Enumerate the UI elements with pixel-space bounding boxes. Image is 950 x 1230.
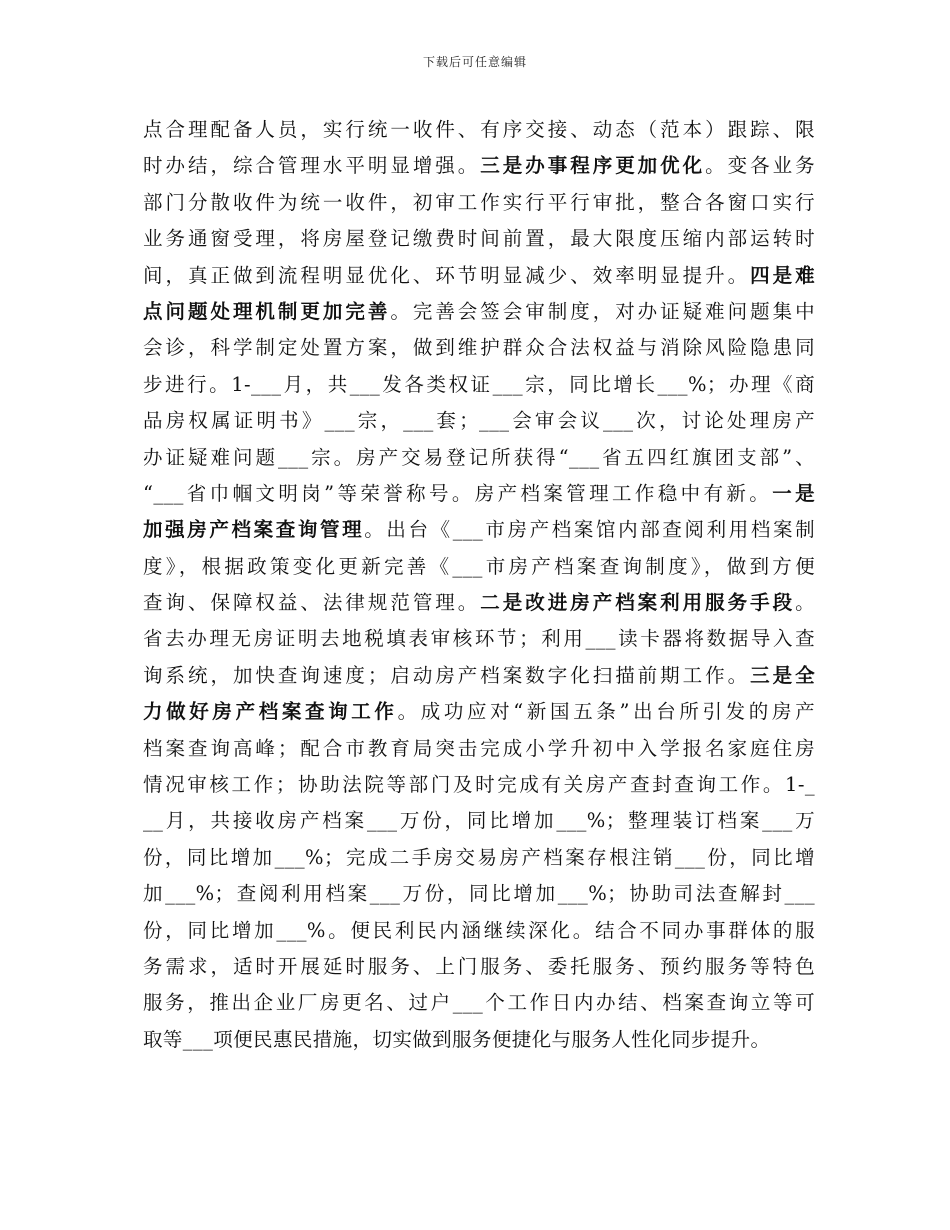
body-text: 加___%；查阅利用档案___万份，同比增加___%；协助司法查解封___ <box>143 882 815 906</box>
bold-heading-text: 三是全 <box>750 663 815 687</box>
body-text: 。变各业务 <box>705 154 815 178</box>
text-line <box>143 658 815 694</box>
body-text: 会诊，科学制定处置方案，做到维护群众合法权益与消除风险隐患同 <box>143 336 815 360</box>
text-line <box>143 549 815 585</box>
bold-heading-text: 加强房产档案查询管理 <box>143 518 365 542</box>
text-line <box>143 1022 815 1058</box>
body-text: 部门分散收件为统一收件，初审工作实行平行审批，整合各窗口实行 <box>143 190 815 214</box>
text-line <box>143 621 815 657</box>
body-text: 。 <box>795 591 815 615</box>
text-line <box>143 476 815 512</box>
text-line <box>143 985 815 1021</box>
text-line <box>143 367 815 403</box>
bold-heading-text: 一是 <box>772 481 815 505</box>
body-text: 品房权属证明书》___宗，___套；___会审会议___次，讨论处理房产 <box>143 409 815 433</box>
text-line <box>143 403 815 439</box>
body-text: 办证疑难问题___宗。房产交易登记所获得“___省五四红旗团支部”、 <box>143 445 815 469</box>
text-line <box>143 221 815 257</box>
text-line <box>143 731 815 767</box>
body-text: 度》，根据政策变化更新完善《___市房产档案查询制度》，做到方便 <box>143 554 815 578</box>
body-text: 步进行。1-___月，共___发各类权证___宗，同比增长___%；办理《商 <box>143 372 815 396</box>
bold-heading-text: 三是办事程序更加优化 <box>480 154 706 178</box>
text-line <box>143 767 815 803</box>
text-line <box>143 913 815 949</box>
body-text: 份，同比增加___%；完成二手房交易房产档案存根注销___份，同比增 <box>143 845 815 869</box>
text-line <box>143 876 815 912</box>
text-line <box>143 258 815 294</box>
page-header: 下载后可任意编辑 <box>422 55 527 69</box>
bold-heading-text: 四是难 <box>750 263 815 287</box>
text-line <box>143 694 815 730</box>
body-text: 。出台《___市房产档案馆内部查阅利用档案制 <box>364 518 815 542</box>
body-text: 务需求，适时开展延时服务、上门服务、委托服务、预约服务等特色 <box>143 954 815 978</box>
text-line <box>143 330 815 366</box>
body-text: 时办结，综合管理水平明显增强。 <box>143 154 481 178</box>
body-text: 查询、保障权益、法律规范管理。 <box>143 591 481 615</box>
body-text: 份，同比增加___%。便民利民内涵继续深化。结合不同办事群体的服 <box>143 918 815 942</box>
text-line <box>143 294 815 330</box>
body-text: 间，真正做到流程明显优化、环节明显减少、效率明显提升。 <box>143 263 751 287</box>
bold-heading-text: 点问题处理机制更加完善 <box>143 299 391 323</box>
body-text: 。完善会签会审制度，对办证疑难问题集中 <box>390 299 815 323</box>
text-line <box>143 512 815 548</box>
body-text: 档案查询高峰；配合市教育局突击完成小学升初中入学报名家庭住房 <box>143 736 815 760</box>
body-text: 取等___项便民惠民措施，切实做到服务便捷化与服务人性化同步提升。 <box>143 1027 771 1051</box>
body-text: “___省巾帼文明岗”等荣誉称号。房产档案管理工作稳中有新。 <box>143 481 773 505</box>
text-line <box>143 585 815 621</box>
text-line <box>143 185 815 221</box>
body-text: 询系统，加快查询速度；启动房产档案数字化扫描前期工作。 <box>143 663 751 687</box>
body-text: 情况审核工作；协助法院等部门及时完成有关房产查封查询工作。1-_ <box>143 773 815 797</box>
text-line <box>143 440 815 476</box>
body-text: __月，共接收房产档案___万份，同比增加___%；整理装订档案___万 <box>143 809 815 833</box>
bold-heading-text: 力做好房产档案查询工作 <box>143 700 398 724</box>
body-text: 。成功应对“新国五条”出台所引发的房产 <box>397 700 815 724</box>
body-text: 省去办理无房证明去地税填表审核环节；利用___读卡器将数据导入查 <box>143 627 815 651</box>
bold-heading-text: 二是改进房产档案利用服务手段 <box>480 591 796 615</box>
text-line <box>143 803 815 839</box>
body-text: 点合理配备人员，实行统一收件、有序交接、动态（范本）跟踪、限 <box>143 118 815 141</box>
text-line <box>143 148 815 184</box>
body-paragraph <box>143 112 815 1058</box>
text-line <box>143 949 815 985</box>
text-line <box>143 112 815 148</box>
body-text: 业务通窗受理，将房屋登记缴费时间前置，最大限度压缩内部运转时 <box>143 227 815 251</box>
body-text: 服务，推出企业厂房更名、过户___个工作日内办结、档案查询立等可 <box>143 991 815 1015</box>
text-line <box>143 840 815 876</box>
